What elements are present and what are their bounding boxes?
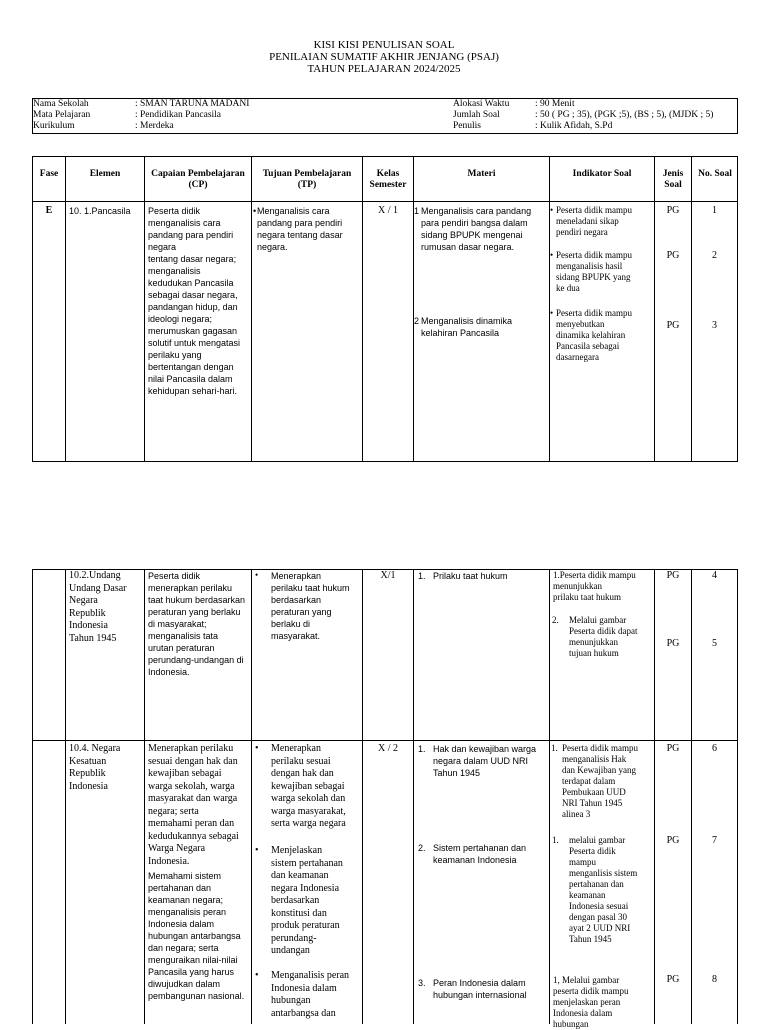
header-kelas-semester: Kelas Semester [369,169,407,190]
row2-indikator-1: 1.Peserta didik mampu menunjukkan prilaku taat hukum [553,570,636,602]
row3-jenis-1: PG [666,743,680,754]
kurikulum-label: Kurikulum [33,121,75,131]
list-number: 1. [418,571,426,581]
kurikulum-value: : Merdeka [135,121,174,131]
table2-col-rule [251,569,252,1024]
identity-box [32,98,738,134]
list-number: 3. [418,978,426,988]
row1-elemen: 10. 1.Pancasila [69,206,131,216]
doc-title-line2: PENILAIAN SUMATIF AKHIR JENJANG (PSAJ) [269,51,499,63]
row1-kelas: X / 1 [378,205,398,216]
alokasi-value: : 90 Menit [535,99,575,109]
row3-indikator-3: 1, Melalui gambar peserta didik mampu menjelaskan peran Indonesia dalam hubungan [553,975,629,1029]
row3-no-3: 8 [712,974,717,985]
row2-materi: Prilaku taat hukum [433,571,508,581]
header-elemen: Elemen [89,169,121,179]
table1-header-rule [32,201,738,202]
list-number: 2. [552,615,559,625]
row2-cp: Peserta didik menerapkan perilaku taat hukum berdasarkan peraturan yang berlaku di masyarakat; menganalisis tata urutan peraturan perundang-undangan di Indonesia. [148,571,246,677]
row1-fase: E [45,205,53,216]
row3-indikator-2: melalui gambar Peserta didik mampu menganlisis sistem pertahanan dan keamanan Indonesia sesuai dengan pasal 30 ayat 2 UUD NRI Tahun 1945 [569,835,638,944]
header-materi: Materi [467,169,496,179]
row1-materi-1: Menganalisis cara pandang para pendiri bangsa dalam sidang BPUPK mengenai rumusan dasar negara. [421,206,532,252]
row2-kelas: X/1 [380,570,396,581]
table1-col-rule [413,156,414,462]
bullet-icon: • [255,743,259,754]
table2-col-rule [413,569,414,1024]
list-number: 2 [414,316,420,326]
table2-col-rule [737,569,738,1024]
row2-no-2: 5 [712,638,717,649]
header-tp: Tujuan Pembelajaran (TP) [262,169,352,190]
list-number: 1. [418,744,426,754]
row3-materi-1: Hak dan kewajiban warga negara dalam UUD NRI Tahun 1945 [433,744,537,778]
table1-col-rule [65,156,66,462]
bullet-icon: • [550,205,554,215]
row3-cp-a: Menerapkan perilaku sesuai dengan hak dan kewajiban sebagai warga sekolah, warga masyarakat dan warga negara; serta memahami peran dan kedudukannya sebagai Warga Negara Indonesia. [148,743,239,867]
row3-no-1: 6 [712,743,717,754]
table1-col-rule [654,156,655,462]
table2-col-rule [32,569,33,1024]
jumlah-soal-value: : 50 ( PG ; 35), (PGK ;5), (BS ; 5), (MJDK ; 5) [535,110,714,120]
row1-no-1: 1 [712,205,717,216]
row1-materi-2: Menganalisis dinamika kelahiran Pancasila [421,316,513,338]
bullet-icon: • [255,845,259,856]
doc-title-line3: TAHUN PELAJARAN 2024/2025 [307,63,461,75]
table1-col-rule [144,156,145,462]
list-number: 2. [418,843,426,853]
header-no-soal: No. Soal [698,169,732,179]
table2-col-rule [144,569,145,1024]
table2-col-rule [362,569,363,1024]
alokasi-label: Alokasi Waktu [453,99,510,109]
row3-indikator-1: Peserta didik mampu menganalisis Hak dan Kewajiban yang terdapat dalam Pembukaan UUD NRI Tahun 1945 alinea 3 [562,743,638,819]
header-jenis-soal: Jenis Soal [662,169,684,190]
row1-no-2: 2 [712,250,717,261]
table2-col-rule [549,569,550,1024]
row3-tp-2: Menjelaskan sistem pertahanan dan keamanan negara Indonesia berdasarkan konstitusi dan produk peraturan perundang- undangan [271,845,343,956]
jumlah-soal-label: Jumlah Soal [453,110,500,120]
header-indikator-soal: Indikator Soal [572,169,632,179]
bullet-icon: • [550,308,554,318]
table2-row-rule [32,740,738,741]
table1-col-rule [362,156,363,462]
list-number: 1. [552,835,559,845]
row3-materi-3: Peran Indonesia dalam hubungan internasional [433,978,527,1000]
row1-cp: Peserta didik menganalisis cara pandang para pendiri negara tentang dasar negara; menganalisis kedudukan Pancasila sebagai dasar negara, pandangan hidup, dan ideologi negara; merumuskan gagasan solutif untuk mengatasi perilaku yang bertentangan dengan nilai Pancasila dalam kehidupan sehari-hari. [148,206,241,396]
row3-jenis-2: PG [666,835,680,846]
row1-jenis-2: PG [666,250,680,261]
row2-jenis-2: PG [666,638,680,649]
list-number: 1 [414,206,420,216]
table1-col-rule [691,156,692,462]
nama-sekolah-label: Nama Sekolah [33,99,89,109]
row2-elemen: 10.2.Undang Undang Dasar Negara Republik Indonesia Tahun 1945 [69,570,127,644]
row3-elemen: 10.4. Negara Kesatuan Republik Indonesia [69,743,121,792]
row1-no-3: 3 [712,320,717,331]
header-cp: Capaian Pembelajaran (CP) [151,169,245,190]
row3-tp-3: Menganalisis peran Indonesia dalam hubungan antarbangsa dan [271,970,350,1019]
header-fase: Fase [39,169,59,179]
bullet-icon: • [255,570,259,580]
row2-no-1: 4 [712,570,717,581]
penulis-value: : Kulik Afidah, S.Pd [535,121,613,131]
doc-title-line1: KISI KISI PENULISAN SOAL [313,39,455,51]
mata-pelajaran-value: : Pendidikan Pancasila [135,110,222,120]
row1-tp: Menganalisis cara pandang para pendiri negara tentang dasar negara. [257,206,343,252]
row3-jenis-3: PG [666,974,680,985]
nama-sekolah-value: : SMAN TARUNA MADANI [135,99,250,109]
row3-kelas: X / 2 [378,743,398,754]
penulis-label: Penulis [453,121,481,131]
row1-indikator-2: Peserta didik mampu menganalisis hasil sidang BPUPK yang ke dua [556,250,632,293]
row1-indikator-1: Peserta didik mampu meneladani sikap pendiri negara [556,205,632,237]
bullet-icon: • [255,970,259,981]
table1-col-rule [251,156,252,462]
row1-jenis-3: PG [666,320,680,331]
row3-materi-2: Sistem pertahanan dan keamanan Indonesia [433,843,527,865]
row2-indikator-2: Melalui gambar Peserta didik dapat menunjukkan tujuan hukum [569,615,638,658]
row3-tp-1: Menerapkan perilaku sesuai dengan hak dan kewajiban sebagai warga sekolah dan warga masyarakat, serta warga negara [271,743,346,829]
row2-jenis-1: PG [666,570,680,581]
row2-tp: Menerapkan perilaku taat hukum berdasarkan peraturan yang berlaku di masyarakat. [271,571,350,641]
row1-jenis-1: PG [666,205,680,216]
row3-no-2: 7 [712,835,717,846]
row3-cp-b: Memahami sistem pertahanan dan keamanan negara; menganalisis peran Indonesia dalam hubungan antarbangsa dan negara; serta menguraikan nilai-nilai Pancasila yang harus diwujudkan dalam pembangunan nasional. [148,871,245,1001]
mata-pelajaran-label: Mata Pelajaran [33,110,91,120]
list-number: 1. [551,743,558,753]
bullet-icon: • [550,250,554,260]
row1-indikator-3: Peserta didik mampu menyebutkan dinamika kelahiran Pancasila sebagai dasarnegara [556,308,632,362]
table2-col-rule [65,569,66,1024]
bullet-icon: • [253,206,257,216]
